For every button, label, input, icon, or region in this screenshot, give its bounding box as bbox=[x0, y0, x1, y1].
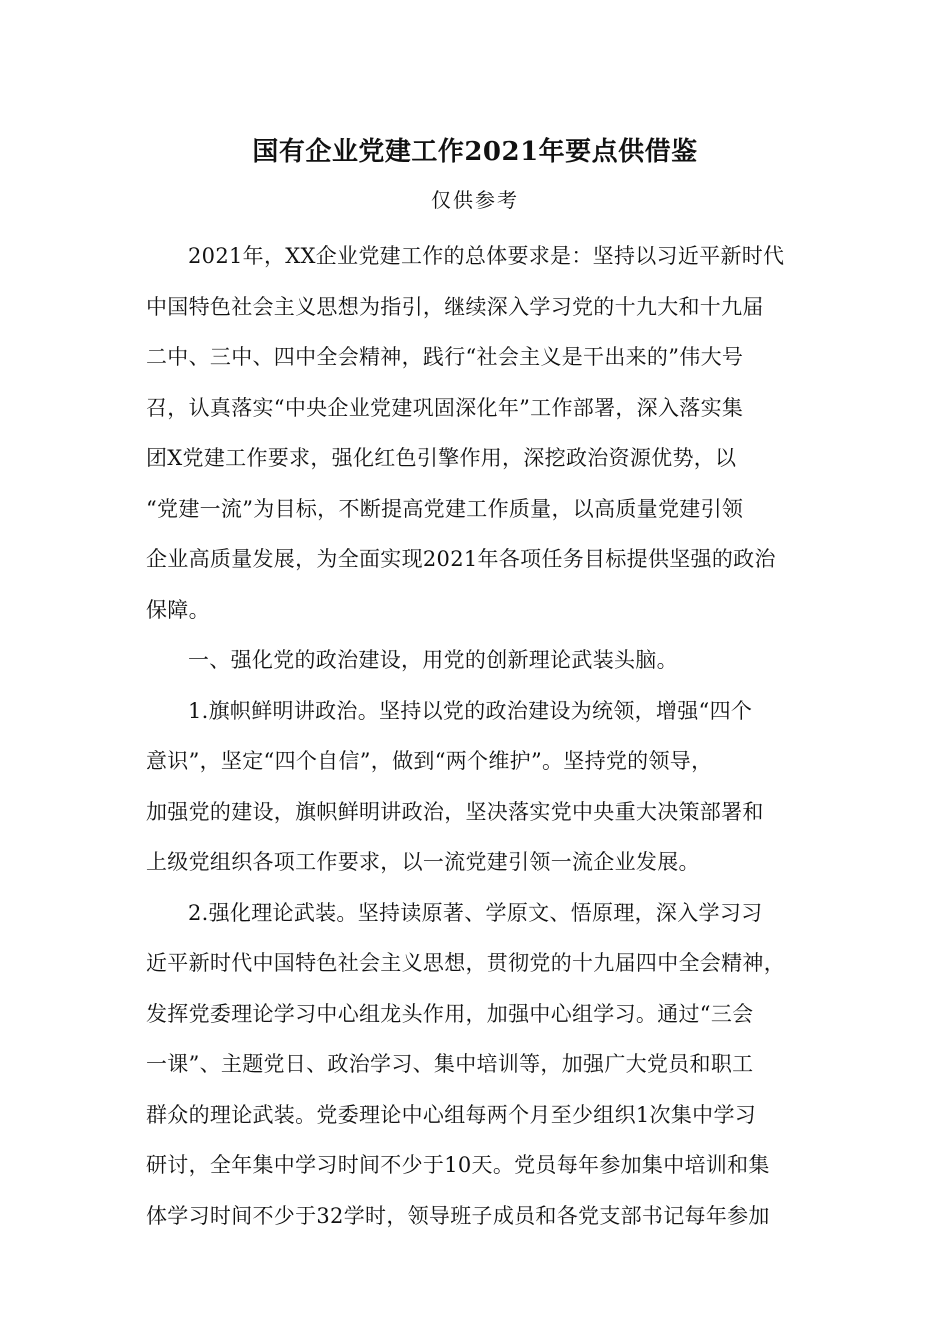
body-line-item2-3: 发挥党委理论学习中心组龙头作用，加强中心组学习。通过“三会 bbox=[146, 1001, 754, 1026]
body-line-intro-2: 中国特色社会主义思想为指引，继续深入学习党的十九大和十九届 bbox=[146, 294, 764, 319]
body-line-intro-6: “党建一流”为目标，不断提高党建工作质量，以高质量党建引领 bbox=[146, 496, 744, 521]
body-line-item2-5: 群众的理论武装。党委理论中心组每两个月至少组织1次集中学习 bbox=[146, 1102, 757, 1127]
body-line-item1-4: 上级党组织各项工作要求，以一流党建引领一流企业发展。 bbox=[146, 850, 700, 874]
body-line-item2-4: 一课”、主题党日、政治学习、集中培训等，加强广大党员和职工 bbox=[146, 1052, 754, 1076]
body-line-intro-3: 二中、三中、四中全会精神，践行“社会主义是干出来的”伟大号 bbox=[146, 345, 744, 369]
body-line-intro-4: 召，认真落实“中央企业党建巩固深化年”工作部署，深入落实集 bbox=[146, 395, 744, 420]
body-line-intro-7: 企业高质量发展，为全面实现2021年各项任务目标提供坚强的政治 bbox=[146, 547, 776, 571]
body-line-item2-1: 2.强化理论武装。坚持读原著、学原文、悟原理，深入学习习 bbox=[188, 900, 763, 925]
body-line-item2-7: 体学习时间不少于32学时，领导班子成员和各党支部书记每年参加 bbox=[146, 1203, 770, 1228]
body-line-item1-3: 加强党的建设，旗帜鲜明讲政治，坚决落实党中央重大决策部署和 bbox=[146, 799, 764, 824]
body-line-item2-2: 近平新时代中国特色社会主义思想，贯彻党的十九届四中全会精神， bbox=[146, 951, 785, 975]
body-line-item1-2: 意识”，坚定“四个自信”，做到“两个维护”。坚持党的领导， bbox=[146, 749, 713, 773]
body-line-intro-8: 保障。 bbox=[146, 597, 210, 622]
document-body bbox=[146, 231, 806, 1241]
document-title: 国有企业党建工作2021年要点供借鉴 bbox=[252, 137, 698, 167]
section-heading-1: 一、强化党的政治建设，用党的创新理论武装头脑。 bbox=[188, 648, 678, 672]
body-line-intro-5: 团X党建工作要求，强化红色引擎作用，深挖政治资源优势，以 bbox=[146, 446, 737, 470]
document-subtitle: 仅供参考 bbox=[431, 188, 519, 212]
body-line-item1-1: 1.旗帜鲜明讲政治。坚持以党的政治建设为统领，增强“四个 bbox=[188, 698, 753, 723]
body-line-intro-1: 2021年，XX企业党建工作的总体要求是：坚持以习近平新时代 bbox=[188, 244, 785, 268]
body-line-item2-6: 研讨，全年集中学习时间不少于10天。党员每年参加集中培训和集 bbox=[146, 1153, 770, 1177]
